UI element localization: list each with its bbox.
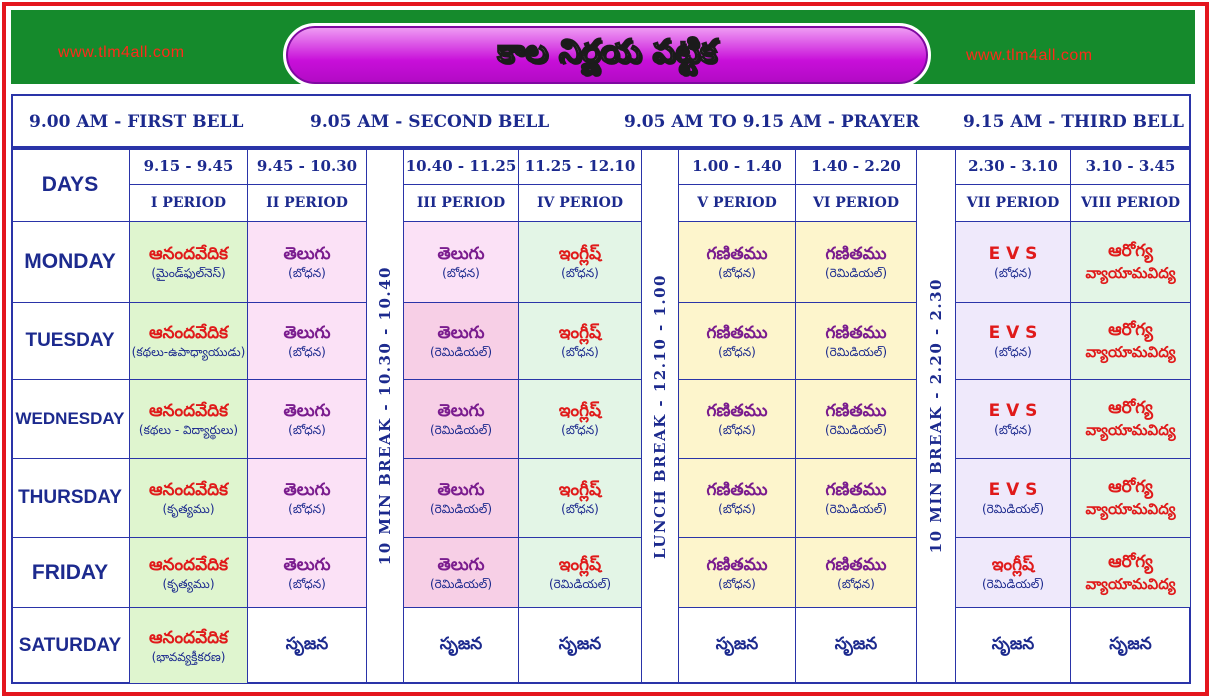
subject-mode: (బోధన) <box>718 423 756 437</box>
day-cell-wednesday <box>11 380 130 459</box>
subject-cell-monday-p2 <box>248 222 367 303</box>
subject-cell-friday-p4 <box>519 538 642 608</box>
period-label-7 <box>956 185 1071 222</box>
subject-name: సృజన <box>558 633 602 654</box>
subject-mode: (బోధన) <box>718 266 756 280</box>
subject-cell-monday-p4 <box>519 222 642 303</box>
subject-name: తెలుగు <box>283 554 331 575</box>
period-label-text: VII PERIOD <box>966 195 1060 211</box>
subject-cell-friday-p6 <box>796 538 917 608</box>
subject-name-line2: వ్యాయామవిద్య <box>1085 500 1176 518</box>
period-time-5 <box>679 148 796 185</box>
subject-mode: (రెమిడియల్) <box>982 502 1044 516</box>
period-label-1 <box>130 185 248 222</box>
subject-cell-saturday-p1 <box>130 608 248 684</box>
subject-cell-thursday-p6 <box>796 459 917 538</box>
subject-mode: (రెమిడియల్) <box>430 576 492 591</box>
subject-cell-saturday-p6 <box>796 608 917 684</box>
day-cell-friday <box>11 538 130 608</box>
subject-name-line2: వ్యాయామవిద్య <box>1085 264 1176 282</box>
subject-name-line2: వ్యాయామవిద్య <box>1085 343 1176 361</box>
subject-cell-wednesday-p4 <box>519 380 642 459</box>
subject-mode: (రెమిడియల్) <box>825 423 887 437</box>
period-time-text: 1.40 - 2.20 <box>811 157 901 175</box>
subject-name: ఇంగ్లీష్ <box>558 480 602 500</box>
subject-name: ఇంగ్లీష్ <box>558 244 602 264</box>
subject-name: ఇంగ్లీష్ <box>558 401 602 421</box>
subject-cell-monday-p8 <box>1071 222 1191 303</box>
bell-third: 9.15 AM - THIRD BELL <box>963 112 1184 132</box>
subject-cell-friday-p8 <box>1071 538 1191 608</box>
subject-cell-monday-p7 <box>956 222 1071 303</box>
period-label-4 <box>519 185 642 222</box>
subject-cell-saturday-p4 <box>519 608 642 684</box>
break-10min-afternoon-text: 10 MIN BREAK - 2.20 - 2.30 <box>927 278 945 554</box>
subject-name: సృజన <box>834 633 878 654</box>
subject-name: ఆరోగ్య <box>1108 551 1153 572</box>
subject-cell-saturday-p3 <box>404 608 519 684</box>
period-time-7 <box>956 148 1071 185</box>
subject-name: ఇంగ్లీష్ <box>558 323 602 343</box>
subject-name: సృజన <box>715 633 759 654</box>
subject-name: గణితము <box>825 554 887 575</box>
subject-name: ఆనందవేదిక <box>148 401 229 421</box>
subject-cell-monday-p1 <box>130 222 248 303</box>
subject-name: గణితము <box>825 480 887 500</box>
subject-mode: (బోధన) <box>837 576 875 591</box>
subject-name: ఆరోగ్య <box>1108 477 1153 497</box>
subject-mode: (కథలు - విద్యార్థులు) <box>138 423 239 437</box>
subject-mode: (బోధన) <box>288 266 326 280</box>
subject-cell-wednesday-p6 <box>796 380 917 459</box>
subject-name: తెలుగు <box>437 401 485 421</box>
period-time-1 <box>130 148 248 185</box>
period-time-text: 9.45 - 10.30 <box>256 157 358 175</box>
subject-cell-friday-p7 <box>956 538 1071 608</box>
subject-cell-wednesday-p2 <box>248 380 367 459</box>
subject-name: తెలుగు <box>437 554 485 575</box>
break-10min-morning-text: 10 MIN BREAK - 10.30 - 10.40 <box>376 266 394 566</box>
day-label: WEDNESDAY <box>15 409 125 428</box>
subject-mode: (రెమిడియల్) <box>549 576 611 591</box>
subject-mode: (రెమిడియల్) <box>430 502 492 516</box>
subject-cell-monday-p5 <box>679 222 796 303</box>
subject-name: ఇంగ్లీష్ <box>991 554 1035 575</box>
subject-cell-friday-p1 <box>130 538 248 608</box>
subject-name: సృజన <box>1109 633 1152 654</box>
day-cell-monday <box>11 222 130 303</box>
subject-name: గణితము <box>706 554 768 575</box>
subject-name: తెలుగు <box>283 244 331 264</box>
subject-mode: (రెమిడియల్) <box>825 345 887 359</box>
subject-name-line2: వ్యాయామవిద్య <box>1085 421 1176 439</box>
subject-cell-thursday-p2 <box>248 459 367 538</box>
subject-name: తెలుగు <box>437 480 485 500</box>
period-label-3 <box>404 185 519 222</box>
subject-cell-tuesday-p8 <box>1071 303 1191 380</box>
subject-name-line2: వ్యాయామవిద్య <box>1085 574 1176 593</box>
subject-mode: (రెమిడియల్) <box>430 423 492 437</box>
period-time-6 <box>796 148 917 185</box>
subject-mode: (బోధన) <box>561 423 599 437</box>
subject-cell-thursday-p4 <box>519 459 642 538</box>
subject-name: E V S <box>988 401 1038 421</box>
period-label-text: V PERIOD <box>697 195 777 211</box>
subject-name: ఆనందవేదిక <box>148 554 229 575</box>
subject-cell-friday-p5 <box>679 538 796 608</box>
day-cell-tuesday <box>11 303 130 380</box>
subject-name: E V S <box>988 244 1038 264</box>
subject-mode: (బోధన) <box>288 502 326 516</box>
subject-mode: (భావవ్యక్తీకరణ) <box>151 649 226 664</box>
day-label: SATURDAY <box>18 634 122 656</box>
subject-cell-tuesday-p7 <box>956 303 1071 380</box>
subject-mode: (కృత్యము) <box>162 576 215 591</box>
site-link-right[interactable]: www.tlm4all.com <box>966 47 1093 64</box>
subject-name: E V S <box>988 480 1038 500</box>
period-label-text: I PERIOD <box>150 195 227 211</box>
subject-cell-tuesday-p2 <box>248 303 367 380</box>
bell-second: 9.05 AM - SECOND BELL <box>310 112 550 132</box>
period-label-text: VI PERIOD <box>812 195 899 211</box>
day-label: MONDAY <box>24 250 116 273</box>
subject-name: తెలుగు <box>437 323 485 343</box>
lunch-break <box>642 148 679 684</box>
day-label: THURSDAY <box>18 487 122 508</box>
period-time-4 <box>519 148 642 185</box>
subject-mode: (మైండ్‌ఫుల్‌నెస్) <box>151 266 226 280</box>
subject-cell-wednesday-p8 <box>1071 380 1191 459</box>
subject-cell-wednesday-p3 <box>404 380 519 459</box>
subject-mode: (బోధన) <box>561 345 599 359</box>
subject-cell-thursday-p5 <box>679 459 796 538</box>
subject-mode: (బోధన) <box>561 502 599 516</box>
subject-name: ఆరోగ్య <box>1108 241 1153 261</box>
period-label-5 <box>679 185 796 222</box>
day-cell-thursday <box>11 459 130 538</box>
subject-cell-friday-p3 <box>404 538 519 608</box>
subject-name: తెలుగు <box>283 480 331 500</box>
bell-first: 9.00 AM - FIRST BELL <box>29 112 244 132</box>
subject-cell-tuesday-p1 <box>130 303 248 380</box>
period-label-text: IV PERIOD <box>536 195 623 211</box>
subject-mode: (బోధన) <box>288 576 326 591</box>
subject-cell-thursday-p1 <box>130 459 248 538</box>
subject-cell-tuesday-p6 <box>796 303 917 380</box>
period-time-3 <box>404 148 519 185</box>
period-label-2 <box>248 185 367 222</box>
subject-mode: (రెమిడియల్) <box>430 345 492 359</box>
subject-name: ఆనందవేదిక <box>148 480 229 500</box>
subject-name: E V S <box>988 323 1038 343</box>
subject-mode: (బోధన) <box>994 266 1032 280</box>
break-10min-morning <box>367 148 404 684</box>
subject-mode: (బోధన) <box>288 345 326 359</box>
period-label-text: III PERIOD <box>416 195 506 211</box>
subject-mode: (రెమిడియల్) <box>825 502 887 516</box>
subject-name: గణితము <box>825 244 887 264</box>
period-time-8 <box>1071 148 1191 185</box>
header-bar <box>11 10 1195 84</box>
subject-name: గణితము <box>825 323 887 343</box>
subject-cell-saturday-p7 <box>956 608 1071 684</box>
subject-name: ఆరోగ్య <box>1108 320 1153 340</box>
day-cell-saturday <box>11 608 130 684</box>
subject-cell-thursday-p3 <box>404 459 519 538</box>
subject-cell-thursday-p7 <box>956 459 1071 538</box>
period-time-2 <box>248 148 367 185</box>
period-time-text: 3.10 - 3.45 <box>1085 157 1176 175</box>
subject-name: తెలుగు <box>283 323 331 343</box>
subject-mode: (కృత్యము) <box>162 502 215 516</box>
subject-cell-tuesday-p4 <box>519 303 642 380</box>
subject-cell-wednesday-p5 <box>679 380 796 459</box>
subject-mode: (బోధన) <box>561 266 599 280</box>
subject-name: ఆనందవేదిక <box>148 244 229 264</box>
subject-mode: (బోధన) <box>994 345 1032 359</box>
subject-name: ఆరోగ్య <box>1108 398 1153 418</box>
subject-mode: (బోధన) <box>288 423 326 437</box>
subject-name: ఆనందవేదిక <box>148 323 229 343</box>
days-header-label: DAYS <box>41 172 99 196</box>
timetable-grid <box>11 148 1191 684</box>
subject-name: తెలుగు <box>283 401 331 421</box>
subject-cell-tuesday-p5 <box>679 303 796 380</box>
period-time-text: 9.15 - 9.45 <box>143 157 234 175</box>
subject-name: గణితము <box>706 323 768 343</box>
subject-name: గణితము <box>706 244 768 264</box>
subject-name: ఇంగ్లీష్ <box>558 554 602 575</box>
period-time-text: 11.25 - 12.10 <box>524 157 636 175</box>
subject-cell-friday-p2 <box>248 538 367 608</box>
period-label-6 <box>796 185 917 222</box>
subject-cell-saturday-p2 <box>248 608 367 684</box>
subject-mode: (బోధన) <box>994 423 1032 437</box>
break-10min-afternoon <box>917 148 956 684</box>
period-label-text: VIII PERIOD <box>1080 195 1181 211</box>
subject-cell-tuesday-p3 <box>404 303 519 380</box>
title-banner <box>283 23 931 87</box>
subject-cell-monday-p6 <box>796 222 917 303</box>
subject-mode: (బోధన) <box>718 345 756 359</box>
subject-mode: (బోధన) <box>718 576 756 591</box>
subject-name: గణితము <box>706 480 768 500</box>
period-label-8 <box>1071 185 1191 222</box>
subject-name: సృజన <box>285 633 329 654</box>
subject-mode: (బోధన) <box>442 266 480 280</box>
days-header-cell <box>11 148 130 222</box>
bell-schedule <box>11 94 1191 148</box>
subject-cell-wednesday-p7 <box>956 380 1071 459</box>
subject-cell-monday-p3 <box>404 222 519 303</box>
bell-prayer: 9.05 AM TO 9.15 AM - PRAYER <box>624 112 920 132</box>
day-label: TUESDAY <box>25 330 115 351</box>
subject-name: గణితము <box>825 401 887 421</box>
period-label-text: II PERIOD <box>266 195 348 211</box>
subject-name: గణితము <box>706 401 768 421</box>
subject-cell-saturday-p5 <box>679 608 796 684</box>
lunch-break-text: LUNCH BREAK - 12.10 - 1.00 <box>651 273 669 559</box>
period-time-text: 2.30 - 3.10 <box>968 157 1058 175</box>
subject-name: సృజన <box>991 633 1035 654</box>
site-link-left[interactable]: www.tlm4all.com <box>58 44 185 61</box>
subject-name: తెలుగు <box>437 244 485 264</box>
subject-name: ఆనందవేదిక <box>148 627 229 648</box>
subject-mode: (రెమిడియల్) <box>982 576 1044 591</box>
subject-cell-saturday-p8 <box>1071 608 1191 684</box>
page-title: కాల నిర్ణయ పట్టిక <box>497 32 717 70</box>
subject-cell-thursday-p8 <box>1071 459 1191 538</box>
period-time-text: 10.40 - 11.25 <box>405 157 517 175</box>
day-label: FRIDAY <box>31 560 109 584</box>
period-time-text: 1.00 - 1.40 <box>692 157 782 175</box>
subject-mode: (బోధన) <box>718 502 756 516</box>
subject-mode: (రెమిడియల్) <box>825 266 887 280</box>
subject-name: సృజన <box>439 633 483 654</box>
subject-mode: (కథలు-ఉపాధ్యాయుడు) <box>131 345 246 359</box>
subject-cell-wednesday-p1 <box>130 380 248 459</box>
